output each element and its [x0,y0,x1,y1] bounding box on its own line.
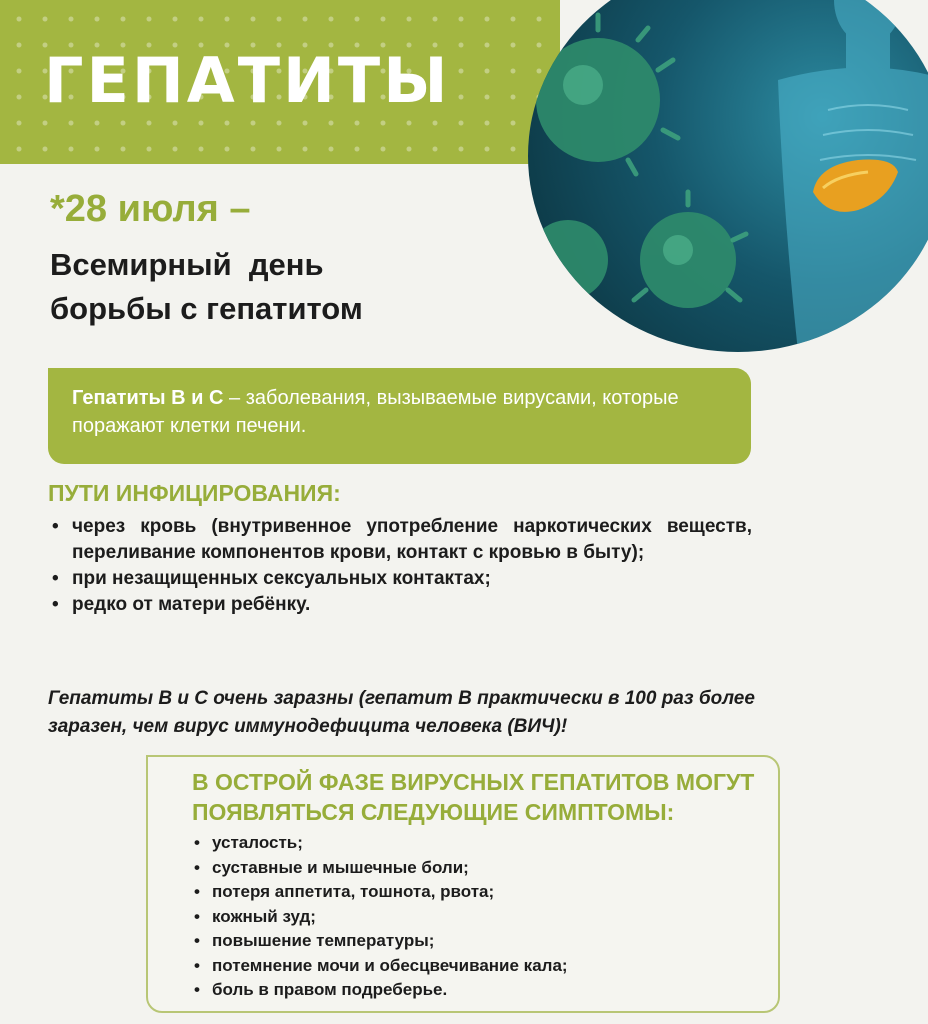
list-item: • боль в правом подреберье. [192,978,568,1003]
virus-liver-illustration [528,0,928,352]
symptoms-box [146,755,780,1013]
definition-text: – заболевания, вызываемые вирусами, которые поражают клетки печени. [72,387,679,437]
event-title-line-2: борьбы с гепатитом [50,291,363,326]
list-item: • кожный зуд; [192,905,568,930]
title-banner [0,0,560,164]
event-title-line-1: Всемирный день [50,247,324,282]
contagion-note: Гепатиты В и С очень заразны (гепатит В практически в 100 раз более заразен, чем вирус иммунодефицита человека (ВИЧ)! [48,688,755,737]
list-item: • потеря аппетита, тошнота, рвота; [192,880,568,905]
infection-list [48,514,752,618]
list-item: • усталость; [192,831,568,856]
list-item: • суставные и мышечные боли; [192,856,568,881]
list-item: • редко от матери ребёнку. [48,592,752,618]
infection-heading: ПУТИ ИНФИЦИРОВАНИЯ: [48,480,341,506]
list-item: • потемнение мочи и обесцвечивание кала; [192,954,568,979]
symptoms-heading: В ОСТРОЙ ФАЗЕ ВИРУСНЫХ ГЕПАТИТОВ МОГУТ ПОЯВЛЯТЬСЯ СЛЕДУЮЩИЕ СИМПТОМЫ: [192,769,755,825]
event-title [50,243,363,331]
page-title: ГЕПАТИТЫ [44,44,451,117]
hero-illustration [528,0,928,352]
definition-term: Гепатиты В и С [72,387,224,409]
list-item: • через кровь (внутривенное употребление наркотических веществ, переливание компонентов крови, контакт с кровью в быту); [48,514,752,566]
list-item: • повышение температуры; [192,929,568,954]
event-date: *28 июля – [50,188,251,230]
definition-box [48,368,751,464]
list-item: • при незащищенных сексуальных контактах; [48,566,752,592]
symptoms-list [192,831,568,1003]
